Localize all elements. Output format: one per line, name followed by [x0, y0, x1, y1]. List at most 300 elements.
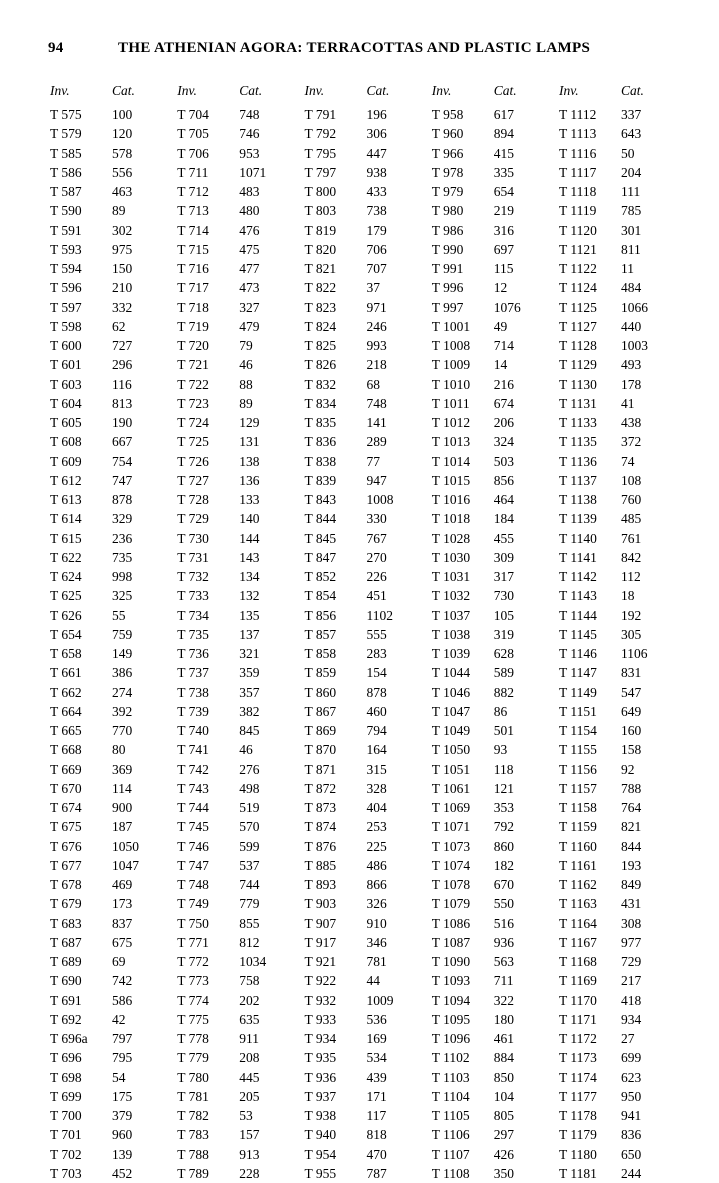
- cell-cat: 805: [493, 1108, 514, 1123]
- cell-cat: 138: [239, 453, 260, 469]
- cell-inv: T 859: [304, 665, 337, 681]
- cell-cat: 175: [112, 1088, 133, 1104]
- cell-inv: T 839: [304, 472, 337, 488]
- cell-cat: 49: [493, 318, 508, 334]
- cell-inv: T 1174: [559, 1069, 597, 1085]
- table-row: [50, 240, 166, 259]
- cell-cat: 301: [621, 222, 642, 238]
- cell-inv: T 713: [177, 203, 209, 219]
- cell-inv: T 1106: [431, 1127, 470, 1143]
- cell-cat: 476: [239, 222, 260, 238]
- cell-inv: T 1046: [431, 684, 471, 700]
- table-row: [559, 105, 675, 124]
- cell-inv: T 591: [50, 222, 82, 238]
- cell-inv: T 1093: [431, 973, 471, 989]
- table-row: [305, 548, 421, 567]
- table-row: [50, 452, 166, 471]
- table-row: [559, 336, 675, 355]
- cell-cat: 135: [239, 607, 260, 623]
- cell-inv: T 654: [50, 626, 82, 642]
- cell-cat: 225: [366, 838, 387, 854]
- cell-cat: 89: [239, 395, 253, 411]
- table-row: [432, 182, 548, 201]
- cell-inv: T 838: [304, 453, 337, 469]
- cell-inv: T 715: [177, 241, 209, 257]
- cell-inv: T 1135: [559, 434, 597, 450]
- cell-inv: T 705: [177, 126, 209, 142]
- cell-inv: T 626: [50, 607, 82, 623]
- cell-inv: T 870: [304, 742, 337, 758]
- table-row: [50, 971, 166, 990]
- cell-inv: T 689: [50, 954, 82, 969]
- cell-inv: T 903: [304, 896, 337, 912]
- cell-cat: 455: [493, 530, 514, 546]
- cell-inv: T 590: [50, 203, 82, 219]
- cell-inv: T 937: [304, 1088, 337, 1104]
- table-row: [50, 837, 166, 856]
- column-group-5: [559, 83, 675, 1183]
- cell-inv: T 1102: [431, 1050, 470, 1066]
- cell-inv: T 740: [177, 723, 209, 738]
- table-row: [432, 606, 548, 625]
- cell-cat: 44: [366, 973, 380, 989]
- cell-inv: T 1146: [559, 646, 597, 661]
- cell-inv: T 826: [304, 357, 337, 373]
- cell-inv: T 1096: [431, 1031, 471, 1046]
- header-cat: Cat.: [493, 83, 517, 98]
- cell-cat: 169: [366, 1031, 387, 1046]
- cell-inv: T 594: [50, 261, 82, 276]
- cell-cat: 88: [239, 376, 253, 392]
- header-inv: Inv.: [177, 83, 197, 98]
- cell-inv: T 1079: [431, 896, 471, 912]
- table-row: [50, 721, 166, 740]
- table-row: [432, 586, 548, 605]
- cell-cat: 779: [239, 896, 260, 912]
- cell-cat: 79: [239, 338, 253, 353]
- table-row: [305, 298, 421, 317]
- table-row: [177, 586, 293, 605]
- cell-inv: T 1038: [431, 626, 471, 642]
- table-row: [305, 625, 421, 644]
- cell-cat: 480: [239, 203, 260, 219]
- cell-cat: 108: [621, 472, 642, 488]
- cell-cat: 837: [112, 915, 133, 931]
- cell-inv: T 789: [177, 1165, 209, 1181]
- cell-cat: 1066: [621, 299, 648, 315]
- table-row: [50, 1029, 166, 1048]
- table-row: [559, 1106, 675, 1125]
- cell-inv: T 1112: [559, 107, 597, 122]
- table-row: [559, 760, 675, 779]
- cell-inv: T 819: [304, 222, 337, 238]
- table-row: [305, 1145, 421, 1164]
- table-row: [177, 471, 293, 490]
- cell-inv: T 716: [177, 261, 209, 276]
- table-row: [432, 317, 548, 336]
- table-row: [305, 124, 421, 143]
- cell-inv: T 1009: [431, 357, 471, 373]
- cell-cat: 547: [621, 684, 642, 700]
- table-row: [50, 163, 166, 182]
- cell-inv: T 575: [50, 107, 82, 122]
- cell-inv: T 1158: [559, 800, 597, 815]
- cell-inv: T 1141: [559, 549, 597, 565]
- cell-cat: 836: [621, 1127, 642, 1143]
- cell-inv: T 706: [177, 145, 209, 161]
- cell-inv: T 935: [304, 1050, 337, 1066]
- cell-cat: 141: [366, 415, 387, 430]
- cell-cat: 913: [239, 1146, 260, 1162]
- table-row: [305, 105, 421, 124]
- table-row: [50, 548, 166, 567]
- cell-inv: T 1116: [559, 145, 597, 161]
- cell-cat: 855: [239, 915, 260, 931]
- cell-cat: 149: [112, 646, 133, 661]
- cell-inv: T 736: [177, 646, 209, 661]
- cell-cat: 193: [621, 857, 642, 873]
- cell-cat: 461: [493, 1031, 514, 1046]
- cell-inv: T 1136: [559, 453, 597, 469]
- table-row: [177, 182, 293, 201]
- cell-inv: T 780: [177, 1069, 209, 1085]
- table-row: [305, 452, 421, 471]
- table-row: [559, 240, 675, 259]
- cell-cat: 797: [112, 1031, 133, 1046]
- cell-inv: T 712: [177, 184, 209, 199]
- cell-cat: 1009: [366, 992, 394, 1008]
- cell-inv: T 800: [304, 184, 337, 199]
- cell-cat: 289: [366, 434, 387, 450]
- cell-inv: T 1161: [559, 857, 597, 873]
- cell-cat: 86: [493, 703, 508, 719]
- cell-cat: 866: [366, 877, 387, 892]
- table-row: [50, 394, 166, 413]
- table-row: [305, 894, 421, 913]
- cell-inv: T 980: [431, 203, 464, 219]
- cell-cat: 452: [112, 1165, 133, 1181]
- table-row: [50, 933, 166, 952]
- cell-inv: T 821: [304, 261, 337, 276]
- table-row: [50, 817, 166, 836]
- cell-cat: 150: [112, 261, 133, 276]
- table-row: [177, 105, 293, 124]
- table-row: [305, 837, 421, 856]
- cell-cat: 754: [112, 453, 133, 469]
- cell-cat: 445: [239, 1069, 260, 1085]
- table-row: [50, 1164, 166, 1183]
- cell-inv: T 1147: [559, 665, 597, 681]
- cell-inv: T 1163: [559, 896, 597, 912]
- cell-cat: 439: [366, 1069, 387, 1085]
- cell-inv: T 718: [177, 299, 209, 315]
- table-row: [432, 490, 548, 509]
- cell-inv: T 670: [50, 780, 82, 796]
- cell-inv: T 1140: [559, 530, 597, 546]
- cell-inv: T 1014: [431, 453, 471, 469]
- cell-cat: 210: [112, 280, 133, 296]
- table-row: [432, 452, 548, 471]
- header-inv: Inv.: [559, 83, 579, 98]
- cell-cat: 555: [366, 626, 387, 642]
- cell-cat: 761: [621, 530, 642, 546]
- cell-inv: T 597: [50, 299, 82, 315]
- cell-inv: T 1031: [431, 569, 471, 584]
- cell-cat: 180: [493, 1011, 514, 1027]
- cell-inv: T 720: [177, 338, 209, 353]
- cell-inv: T 1039: [431, 646, 471, 661]
- table-row: [305, 471, 421, 490]
- cell-cat: 308: [621, 915, 642, 931]
- cell-inv: T 677: [50, 857, 82, 873]
- header-inv: Inv.: [50, 83, 70, 98]
- cell-inv: T 1151: [559, 703, 597, 719]
- cell-inv: T 664: [50, 703, 82, 719]
- cell-inv: T 724: [177, 415, 209, 430]
- table-row: [177, 702, 293, 721]
- table-row: [50, 105, 166, 124]
- cell-cat: 643: [621, 126, 642, 142]
- cell-cat: 748: [366, 395, 387, 411]
- table-row: [177, 798, 293, 817]
- cell-cat: 699: [621, 1050, 642, 1066]
- cell-inv: T 1018: [431, 511, 471, 527]
- cell-cat: 206: [493, 415, 514, 430]
- cell-cat: 735: [112, 549, 133, 565]
- cell-cat: 440: [621, 318, 642, 334]
- cell-cat: 297: [493, 1127, 514, 1143]
- table-row: [432, 259, 548, 278]
- table-row: [177, 952, 293, 971]
- table-row: [432, 221, 548, 240]
- cell-inv: T 596: [50, 280, 82, 296]
- table-row: [50, 317, 166, 336]
- table-row: [559, 1029, 675, 1048]
- cell-inv: T 661: [50, 665, 82, 681]
- cell-cat: 845: [239, 723, 260, 738]
- cell-cat: 1106: [621, 646, 648, 661]
- table-row: [50, 1010, 166, 1029]
- cell-inv: T 1012: [431, 415, 471, 430]
- table-row: [177, 413, 293, 432]
- table-row: [432, 548, 548, 567]
- cell-cat: 1008: [366, 492, 394, 507]
- cell-inv: T 885: [304, 857, 337, 873]
- column-group-2: [177, 83, 293, 1183]
- table-row: [559, 182, 675, 201]
- table-row: [559, 933, 675, 952]
- cell-inv: T 934: [304, 1031, 337, 1046]
- cell-cat: 178: [621, 376, 642, 392]
- cell-cat: 884: [493, 1050, 514, 1066]
- table-row: [50, 740, 166, 759]
- cell-cat: 302: [112, 222, 133, 238]
- cell-cat: 326: [366, 896, 387, 912]
- cell-inv: T 1078: [431, 877, 471, 892]
- cell-inv: T 691: [50, 992, 82, 1008]
- table-row: [305, 317, 421, 336]
- cell-inv: T 1169: [559, 973, 597, 989]
- cell-inv: T 1127: [559, 318, 597, 334]
- cell-cat: 934: [621, 1011, 642, 1027]
- cell-inv: T 696a: [50, 1031, 88, 1046]
- cell-cat: 941: [621, 1108, 642, 1123]
- cell-cat: 205: [239, 1088, 260, 1104]
- table-row: [177, 837, 293, 856]
- cell-cat: 316: [493, 222, 514, 238]
- cell-inv: T 986: [431, 222, 464, 238]
- cell-cat: 856: [493, 472, 514, 488]
- table-row: [50, 779, 166, 798]
- table-row: [50, 413, 166, 432]
- table-row: [559, 432, 675, 451]
- cell-cat: 327: [239, 299, 260, 315]
- table-row: [559, 1010, 675, 1029]
- cell-inv: T 922: [304, 973, 337, 989]
- cell-cat: 18: [621, 588, 635, 604]
- table-row: [305, 1010, 421, 1029]
- cell-inv: T 579: [50, 126, 82, 142]
- cell-cat: 503: [493, 453, 514, 469]
- cell-inv: T 1030: [431, 549, 471, 565]
- cell-inv: T 1090: [431, 954, 471, 969]
- column-group-4: [432, 83, 548, 1183]
- cell-inv: T 852: [304, 569, 337, 584]
- cell-inv: T 1049: [431, 723, 471, 738]
- cell-cat: 759: [112, 626, 133, 642]
- cell-inv: T 704: [177, 107, 209, 122]
- cell-cat: 486: [366, 857, 387, 873]
- cell-cat: 760: [621, 492, 642, 507]
- cell-inv: T 701: [50, 1127, 82, 1143]
- table-row: [177, 298, 293, 317]
- table-row: [559, 567, 675, 586]
- cell-inv: T 1120: [559, 222, 597, 238]
- cell-inv: T 1181: [559, 1165, 597, 1181]
- cell-cat: 473: [239, 280, 260, 296]
- cell-cat: 670: [493, 877, 514, 892]
- table-row: [50, 182, 166, 201]
- table-row: [305, 933, 421, 952]
- cell-inv: T 869: [304, 723, 337, 738]
- table-row: [177, 1164, 293, 1183]
- cell-inv: T 1086: [431, 915, 471, 931]
- cell-inv: T 742: [177, 761, 209, 777]
- cell-inv: T 747: [177, 857, 209, 873]
- cell-inv: T 1001: [431, 318, 471, 334]
- cell-inv: T 1177: [559, 1088, 597, 1104]
- table-row: [177, 336, 293, 355]
- cell-inv: T 824: [304, 318, 337, 334]
- table-row: [432, 298, 548, 317]
- cell-cat: 53: [239, 1108, 253, 1123]
- column-headers-3: [305, 83, 421, 99]
- cell-inv: T 1121: [559, 241, 597, 257]
- cell-inv: T 958: [431, 107, 464, 122]
- table-row: [177, 1145, 293, 1164]
- table-row: [50, 1106, 166, 1125]
- cell-inv: T 1157: [559, 780, 597, 796]
- cell-inv: T 774: [177, 992, 209, 1008]
- column-headers-4: [432, 83, 548, 99]
- cell-cat: 667: [112, 434, 133, 450]
- cell-cat: 226: [366, 569, 387, 584]
- cell-inv: T 778: [177, 1031, 209, 1046]
- cell-inv: T 692: [50, 1011, 82, 1027]
- table-row: [432, 1068, 548, 1087]
- table-row: [177, 567, 293, 586]
- cell-cat: 635: [239, 1011, 260, 1027]
- cell-inv: T 1108: [431, 1165, 470, 1181]
- table-row: [177, 606, 293, 625]
- running-head: THE ATHENIAN AGORA: TERRACOTTAS AND PLASTIC LAMPS: [118, 40, 591, 56]
- cell-inv: T 797: [304, 164, 337, 180]
- cell-inv: T 779: [177, 1050, 209, 1066]
- table-row: [177, 721, 293, 740]
- table-row: [50, 471, 166, 490]
- table-row: [177, 971, 293, 990]
- header-cat: Cat.: [366, 83, 390, 98]
- cell-cat: 998: [112, 569, 133, 584]
- cell-inv: T 1095: [431, 1011, 471, 1027]
- table-row: [305, 856, 421, 875]
- cell-cat: 353: [493, 800, 514, 815]
- cell-inv: T 1044: [431, 665, 471, 681]
- table-row: [50, 625, 166, 644]
- table-row: [50, 702, 166, 721]
- cell-cat: 746: [239, 126, 260, 142]
- cell-inv: T 823: [304, 299, 337, 315]
- table-row: [305, 798, 421, 817]
- cell-cat: 121: [493, 780, 514, 796]
- cell-inv: T 717: [177, 280, 209, 296]
- cell-cat: 960: [112, 1127, 133, 1143]
- table-row: [559, 914, 675, 933]
- cell-cat: 136: [239, 472, 260, 488]
- table-row: [559, 124, 675, 143]
- table-row: [177, 894, 293, 913]
- cell-inv: T 721: [177, 357, 209, 373]
- concordance-columns: [48, 83, 675, 1183]
- table-row: [432, 817, 548, 836]
- cell-cat: 317: [493, 569, 514, 584]
- cell-inv: T 932: [304, 992, 337, 1008]
- cell-inv: T 940: [304, 1127, 337, 1143]
- cell-cat: 744: [239, 877, 260, 892]
- cell-cat: 160: [621, 723, 642, 738]
- cell-inv: T 907: [304, 915, 337, 931]
- cell-inv: T 1173: [559, 1050, 597, 1066]
- cell-inv: T 727: [177, 472, 209, 488]
- cell-inv: T 825: [304, 338, 337, 353]
- table-row: [305, 1164, 421, 1183]
- table-row: [559, 875, 675, 894]
- cell-cat: 451: [366, 588, 387, 604]
- cell-inv: T 1171: [559, 1011, 597, 1027]
- cell-inv: T 775: [177, 1011, 209, 1027]
- header-cat: Cat.: [112, 83, 135, 98]
- cell-inv: T 1037: [431, 607, 471, 623]
- cell-cat: 41: [621, 395, 635, 411]
- cell-inv: T 604: [50, 395, 82, 411]
- cell-cat: 460: [366, 703, 387, 719]
- table-row: [559, 1068, 675, 1087]
- cell-inv: T 1028: [431, 530, 471, 546]
- page-number: 94: [48, 40, 64, 56]
- cell-inv: T 1154: [559, 723, 597, 738]
- table-row: [432, 933, 548, 952]
- table-row: [305, 1029, 421, 1048]
